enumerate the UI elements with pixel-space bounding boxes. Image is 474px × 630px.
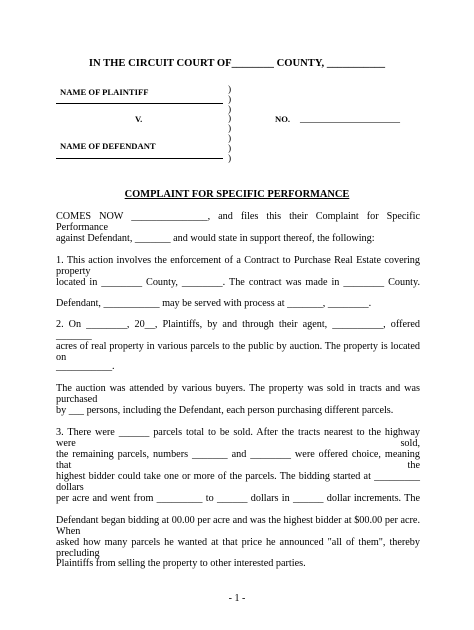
page-number: - 1 -	[228, 593, 246, 604]
plaintiff-signature-line	[56, 103, 223, 104]
plaintiff-label: NAME OF PLAINTIFF	[60, 87, 149, 97]
body-line: the remaining parcels, numbers _______ and ________ were offered choice, meaning that the	[56, 449, 420, 471]
case-number-blank: ____________________	[300, 113, 400, 124]
defendant-signature-line	[56, 158, 223, 159]
body-line: by ___ persons, including the Defendant, each person purchasing different parcels.	[56, 405, 394, 416]
body-line: 1. This action involves the enforcement of a Contract to Purchase Real Estate covering property	[56, 255, 420, 277]
body-line: located in ________ County, ________. The contract was made in ________ County.	[56, 277, 420, 288]
document-title: COMPLAINT FOR SPECIFIC PERFORMANCE	[124, 189, 350, 200]
versus-label: V.	[135, 114, 143, 124]
body-line: per acre and went from _________ to ______ dollars in ______ dollar increments. The	[56, 493, 420, 504]
body-line: The auction was attended by various buyers. The property was sold in tracts and was purchased	[56, 383, 420, 405]
body-line: acres of real property in various parcels to the public by auction. The property is located on	[56, 341, 420, 363]
body-line: 2. On ________, 20__, Plaintiffs, by and through their agent, __________, offered _______	[56, 319, 420, 341]
case-number-label: NO.	[275, 114, 291, 124]
body-line: Defendant, ___________ may be served with process at _______, ________.	[56, 298, 372, 309]
body-line: against Defendant, _______ and would state in support thereof, the following:	[56, 233, 375, 244]
defendant-label: NAME OF DEFENDANT	[60, 141, 156, 151]
body-line: 3. There were ______ parcels total to be sold. After the tracts nearest to the highway were sold,	[56, 427, 420, 449]
caption-parentheses: ) ) ) ) ) ) ) )	[228, 85, 232, 164]
body-line: Defendant began bidding at 00.00 per acre and was the highest bidder at $00.00 per acre. When	[56, 515, 420, 537]
body-line: asked how many parcels he wanted at that price he announced "all of them", thereby precluding	[56, 537, 420, 559]
court-heading: IN THE CIRCUIT COURT OF________ COUNTY, ___________	[88, 58, 386, 69]
body-line: highest bidder could take one or more of the parcels. The bidding started at _________ dollars	[56, 471, 420, 493]
body-line: Plaintiffs from selling the property to other interested parties.	[56, 558, 306, 569]
body-line: COMES NOW _______________, and files this their Complaint for Specific Performance	[56, 211, 420, 233]
body-line: ___________.	[56, 361, 115, 372]
